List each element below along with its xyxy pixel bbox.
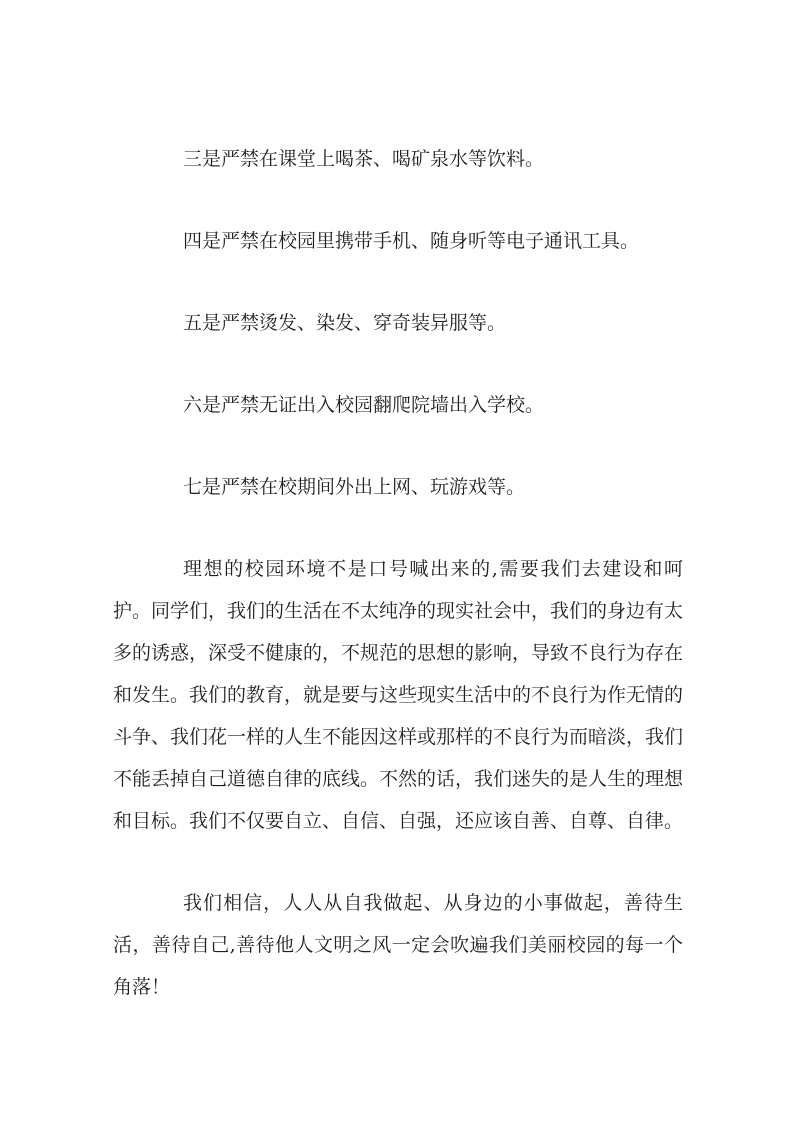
paragraph-ideal-campus: 理想的校园环境不是口号喊出来的,需要我们去建设和呵护。同学们，我们的生活在不太纯净的现实社会中，我们的身边有太多的诱惑，深受不健康的，不规范的思想的影响，导致不良行为存在和发生。我们的教育，就是要与这些现实生活中的不良行为作无情的斗争、我们花一样的人生不能因这样或那样的不良行为而暗淡，我们不能丢掉自己道德自律的底线。不然的话，我们迷失的是人生的理想和目标。我们不仅要自立、自信、自强，还应该自善、自尊、自律。 [113,558,684,832]
paragraph-rule-four: 四是严禁在校园里携带手机、随身听等电子通讯工具。 [183,230,640,252]
paragraph-rule-three: 三是严禁在课堂上喝茶、喝矿泉水等饮料。 [183,148,545,170]
paragraph-rule-six: 六是严禁无证出入校园翻爬院墙出入学校。 [183,394,545,416]
paragraph-closing: 我们相信，人人从自我做起、从身边的小事做起，善待生活，善待自己,善待他人文明之风一定会吹遍我们美丽校园的每一个角落！ [113,892,683,998]
paragraph-rule-five: 五是严禁烫发、染发、穿奇装异服等。 [183,312,507,334]
document-body [113,138,683,1008]
paragraph-rule-seven: 七是严禁在校期间外出上网、玩游戏等。 [183,476,526,498]
